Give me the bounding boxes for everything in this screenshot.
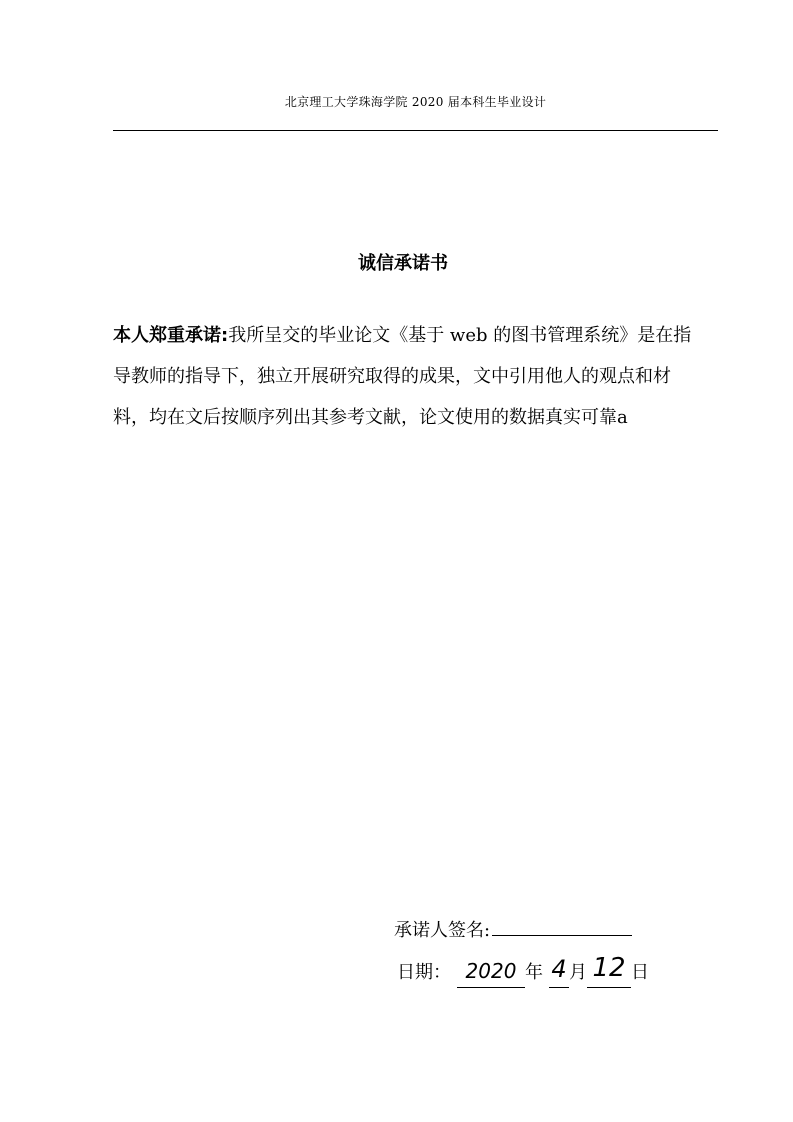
document-title: 诚信承诺书 (358, 253, 448, 274)
pledge-paragraph (113, 315, 699, 438)
date-month-value: 4 (551, 955, 567, 983)
page-header-text: 北京理工大学珠海学院 2020 届本科生毕业设计 (284, 95, 547, 109)
pledge-text: 我所呈交的毕业论文《基于 web 的图书管理系统》是在指导教师的指导下，独立开展研究取得的成果，文中引用他人的观点和材料，均在文后按顺序列出其参考文献，论文使用的数据真实可靠a (113, 325, 692, 428)
date-year-field[interactable] (457, 961, 525, 988)
signature-field[interactable] (492, 915, 632, 936)
date-year-unit: 年 (525, 962, 543, 983)
date-day-value: 12 (592, 953, 626, 983)
date-day-unit: 日 (631, 962, 649, 983)
date-row (397, 953, 649, 992)
date-label: 日期： (397, 962, 451, 983)
signature-label: 承诺人签名: (394, 920, 491, 941)
date-day-field[interactable] (587, 953, 631, 988)
header-divider (113, 130, 718, 131)
pledge-lead: 本人郑重承诺: (113, 325, 229, 346)
date-year-value: 2020 (465, 959, 517, 983)
date-month-field[interactable] (549, 955, 569, 988)
date-month-unit: 月 (569, 962, 587, 983)
signature-row (394, 915, 632, 942)
